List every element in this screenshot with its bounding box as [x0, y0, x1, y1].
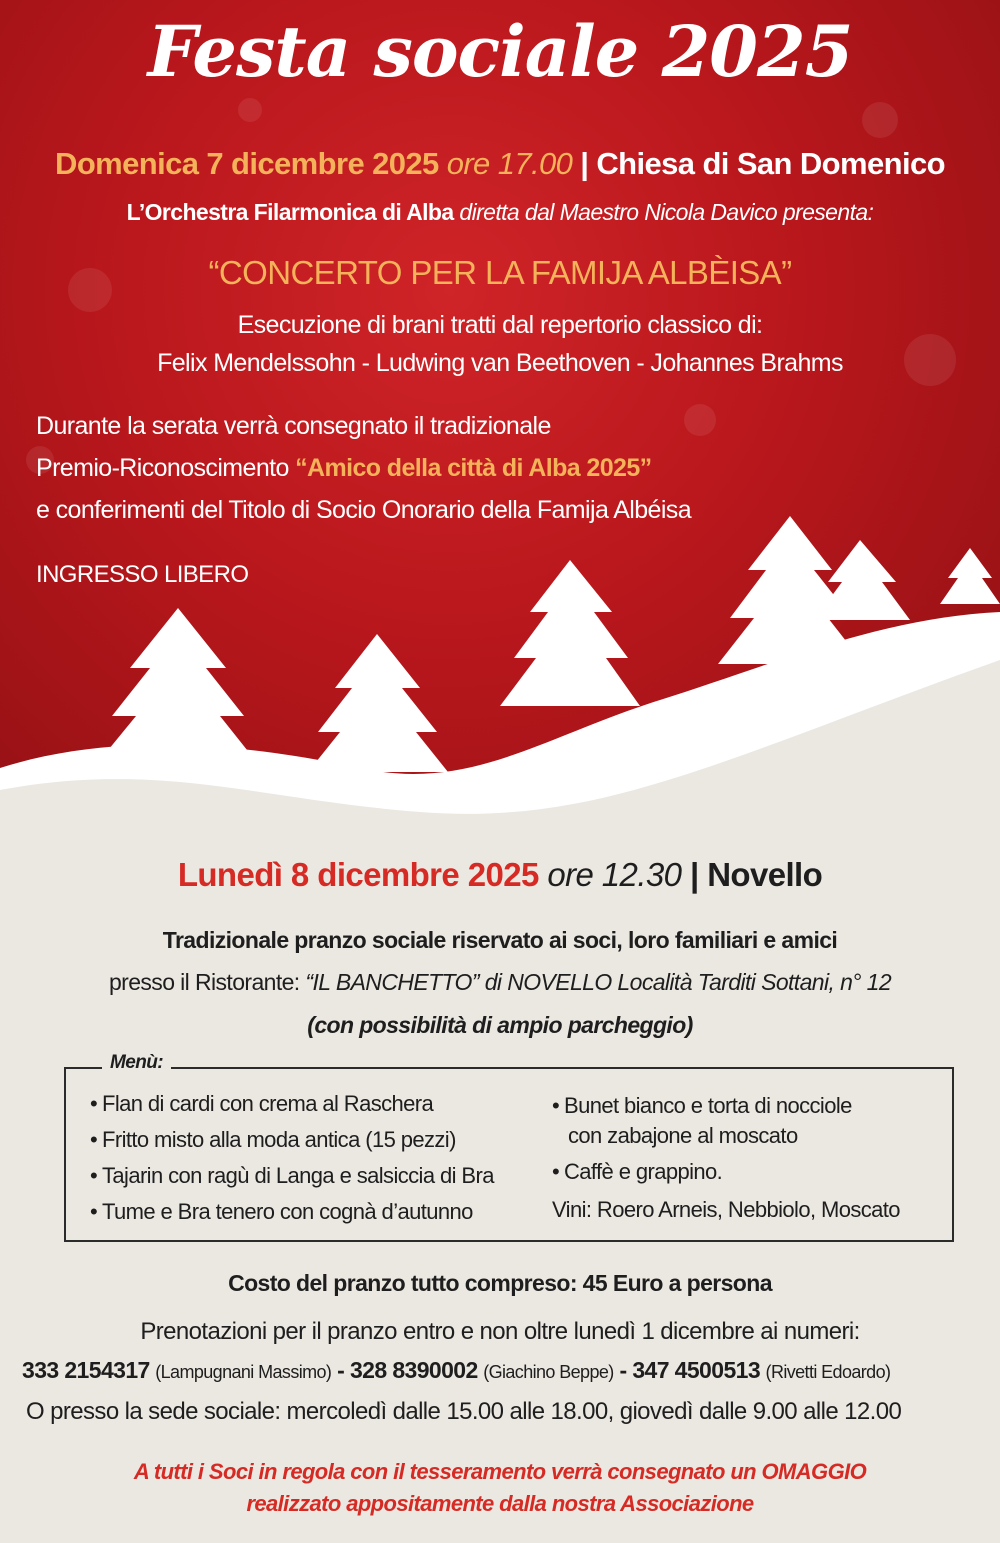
menu-item-text: Tume e Bra tenero con cognà d’autunno: [102, 1199, 473, 1224]
page-title: Festa sociale 2025: [147, 10, 853, 93]
restaurant-name: “IL BANCHETTO” di NOVELLO Località Tarditi Sottani, n° 12: [305, 969, 892, 995]
menu-item-text: Caffè e grappino.: [564, 1159, 723, 1184]
free-entry-note: INGRESSO LIBERO: [36, 561, 249, 588]
menu-item: [90, 1127, 456, 1153]
lunch-time: ore 12.30: [547, 856, 682, 893]
award-line-1: Durante la serata verrà consegnato il tradizionale: [36, 412, 551, 440]
concert-time: ore 17.00: [446, 146, 573, 181]
contact-name: (Rivetti Edoardo): [765, 1362, 891, 1382]
contact-phones: [22, 1357, 890, 1384]
menu-item-text: Flan di cardi con crema al Raschera: [102, 1091, 434, 1116]
gift-note-line-1: A tutti i Soci in regola con il tesseramento verrà consegnato un OMAGGIO: [133, 1459, 867, 1484]
phone-number: 328 8390002: [349, 1357, 478, 1383]
menu-item: [90, 1199, 473, 1225]
award-line-3: e conferimenti del Titolo di Socio Onorario della Famija Albéisa: [36, 496, 692, 524]
menu-item: [552, 1093, 852, 1119]
menu-item: [90, 1163, 494, 1189]
bullet: •: [90, 1091, 98, 1116]
parking-note: (con possibilità di ampio parcheggio): [307, 1012, 693, 1038]
menu-item-text: Bunet bianco e torta di nocciole: [564, 1093, 852, 1118]
composers-list: Felix Mendelssohn - Ludwing van Beethoven - Johannes Brahms: [157, 349, 843, 377]
orchestra-line: [0, 199, 1000, 226]
bullet: •: [90, 1199, 98, 1224]
tree-center: [500, 560, 640, 706]
separator: -: [613, 1357, 633, 1383]
conductor: diretta dal Maestro Nicola Davico presenta:: [459, 199, 874, 225]
menu-label: Menù:: [102, 1052, 171, 1074]
office-hours: O presso la sede sociale: mercoledì dalle 15.00 alle 18.00, giovedì dalle 9.00 alle 12.00: [26, 1398, 902, 1425]
wines-line: Vini: Roero Arneis, Nebbiolo, Moscato: [552, 1197, 900, 1222]
menu-item-continuation: con zabajone al moscato: [568, 1123, 798, 1148]
program-intro: Esecuzione di brani tratti dal repertorio classico di:: [237, 311, 763, 339]
separator: |: [580, 146, 589, 181]
concert-venue: Chiesa di San Domenico: [596, 146, 945, 181]
restaurant-line: [0, 969, 1000, 996]
menu-item-text: Tajarin con ragù di Langa e salsiccia di Bra: [102, 1163, 494, 1188]
bullet: •: [552, 1093, 560, 1118]
booking-info: Prenotazioni per il pranzo entro e non oltre lunedì 1 dicembre ai numeri:: [140, 1318, 860, 1345]
bullet: •: [90, 1127, 98, 1152]
lunch-date: Lunedì 8 dicembre 2025: [177, 856, 539, 893]
bullet: •: [90, 1163, 98, 1188]
menu-item: [552, 1159, 722, 1185]
bullet: •: [552, 1159, 560, 1184]
award-title: “Amico della città di Alba 2025”: [295, 454, 652, 482]
concert-title: “CONCERTO PER LA FAMIJA ALBÈISA”: [208, 254, 792, 291]
separator: |: [689, 856, 699, 893]
lunch-description: Tradizionale pranzo sociale riservato ai soci, loro familiari e amici: [162, 927, 838, 953]
lunch-cost: Costo del pranzo tutto compreso: 45 Euro a persona: [228, 1270, 772, 1296]
menu-item-text: Fritto misto alla moda antica (15 pezzi): [102, 1127, 456, 1152]
contact-name: (Lampugnani Massimo): [155, 1362, 332, 1382]
orchestra-name: L’Orchestra Filarmonica di Alba: [126, 199, 454, 225]
gift-note-line-2: realizzato appositamente dalla nostra Associazione: [246, 1491, 754, 1516]
separator: -: [331, 1357, 350, 1383]
tree-left: [100, 608, 255, 760]
award-prefix: Premio-Riconoscimento: [36, 454, 289, 482]
lunch-date-line: [0, 856, 1000, 894]
phone-number: 347 4500513: [632, 1357, 761, 1383]
contact-name: (Giachino Beppe): [483, 1362, 614, 1382]
concert-date: Domenica 7 dicembre 2025: [55, 146, 439, 181]
concert-date-line: [0, 146, 1000, 182]
lunch-place: Novello: [707, 856, 823, 893]
tree-middle: [308, 634, 448, 772]
restaurant-prefix: presso il Ristorante:: [108, 969, 300, 995]
phone-number: 333 2154317: [22, 1357, 150, 1383]
menu-item: [90, 1091, 433, 1117]
award-line-2: [36, 454, 652, 483]
